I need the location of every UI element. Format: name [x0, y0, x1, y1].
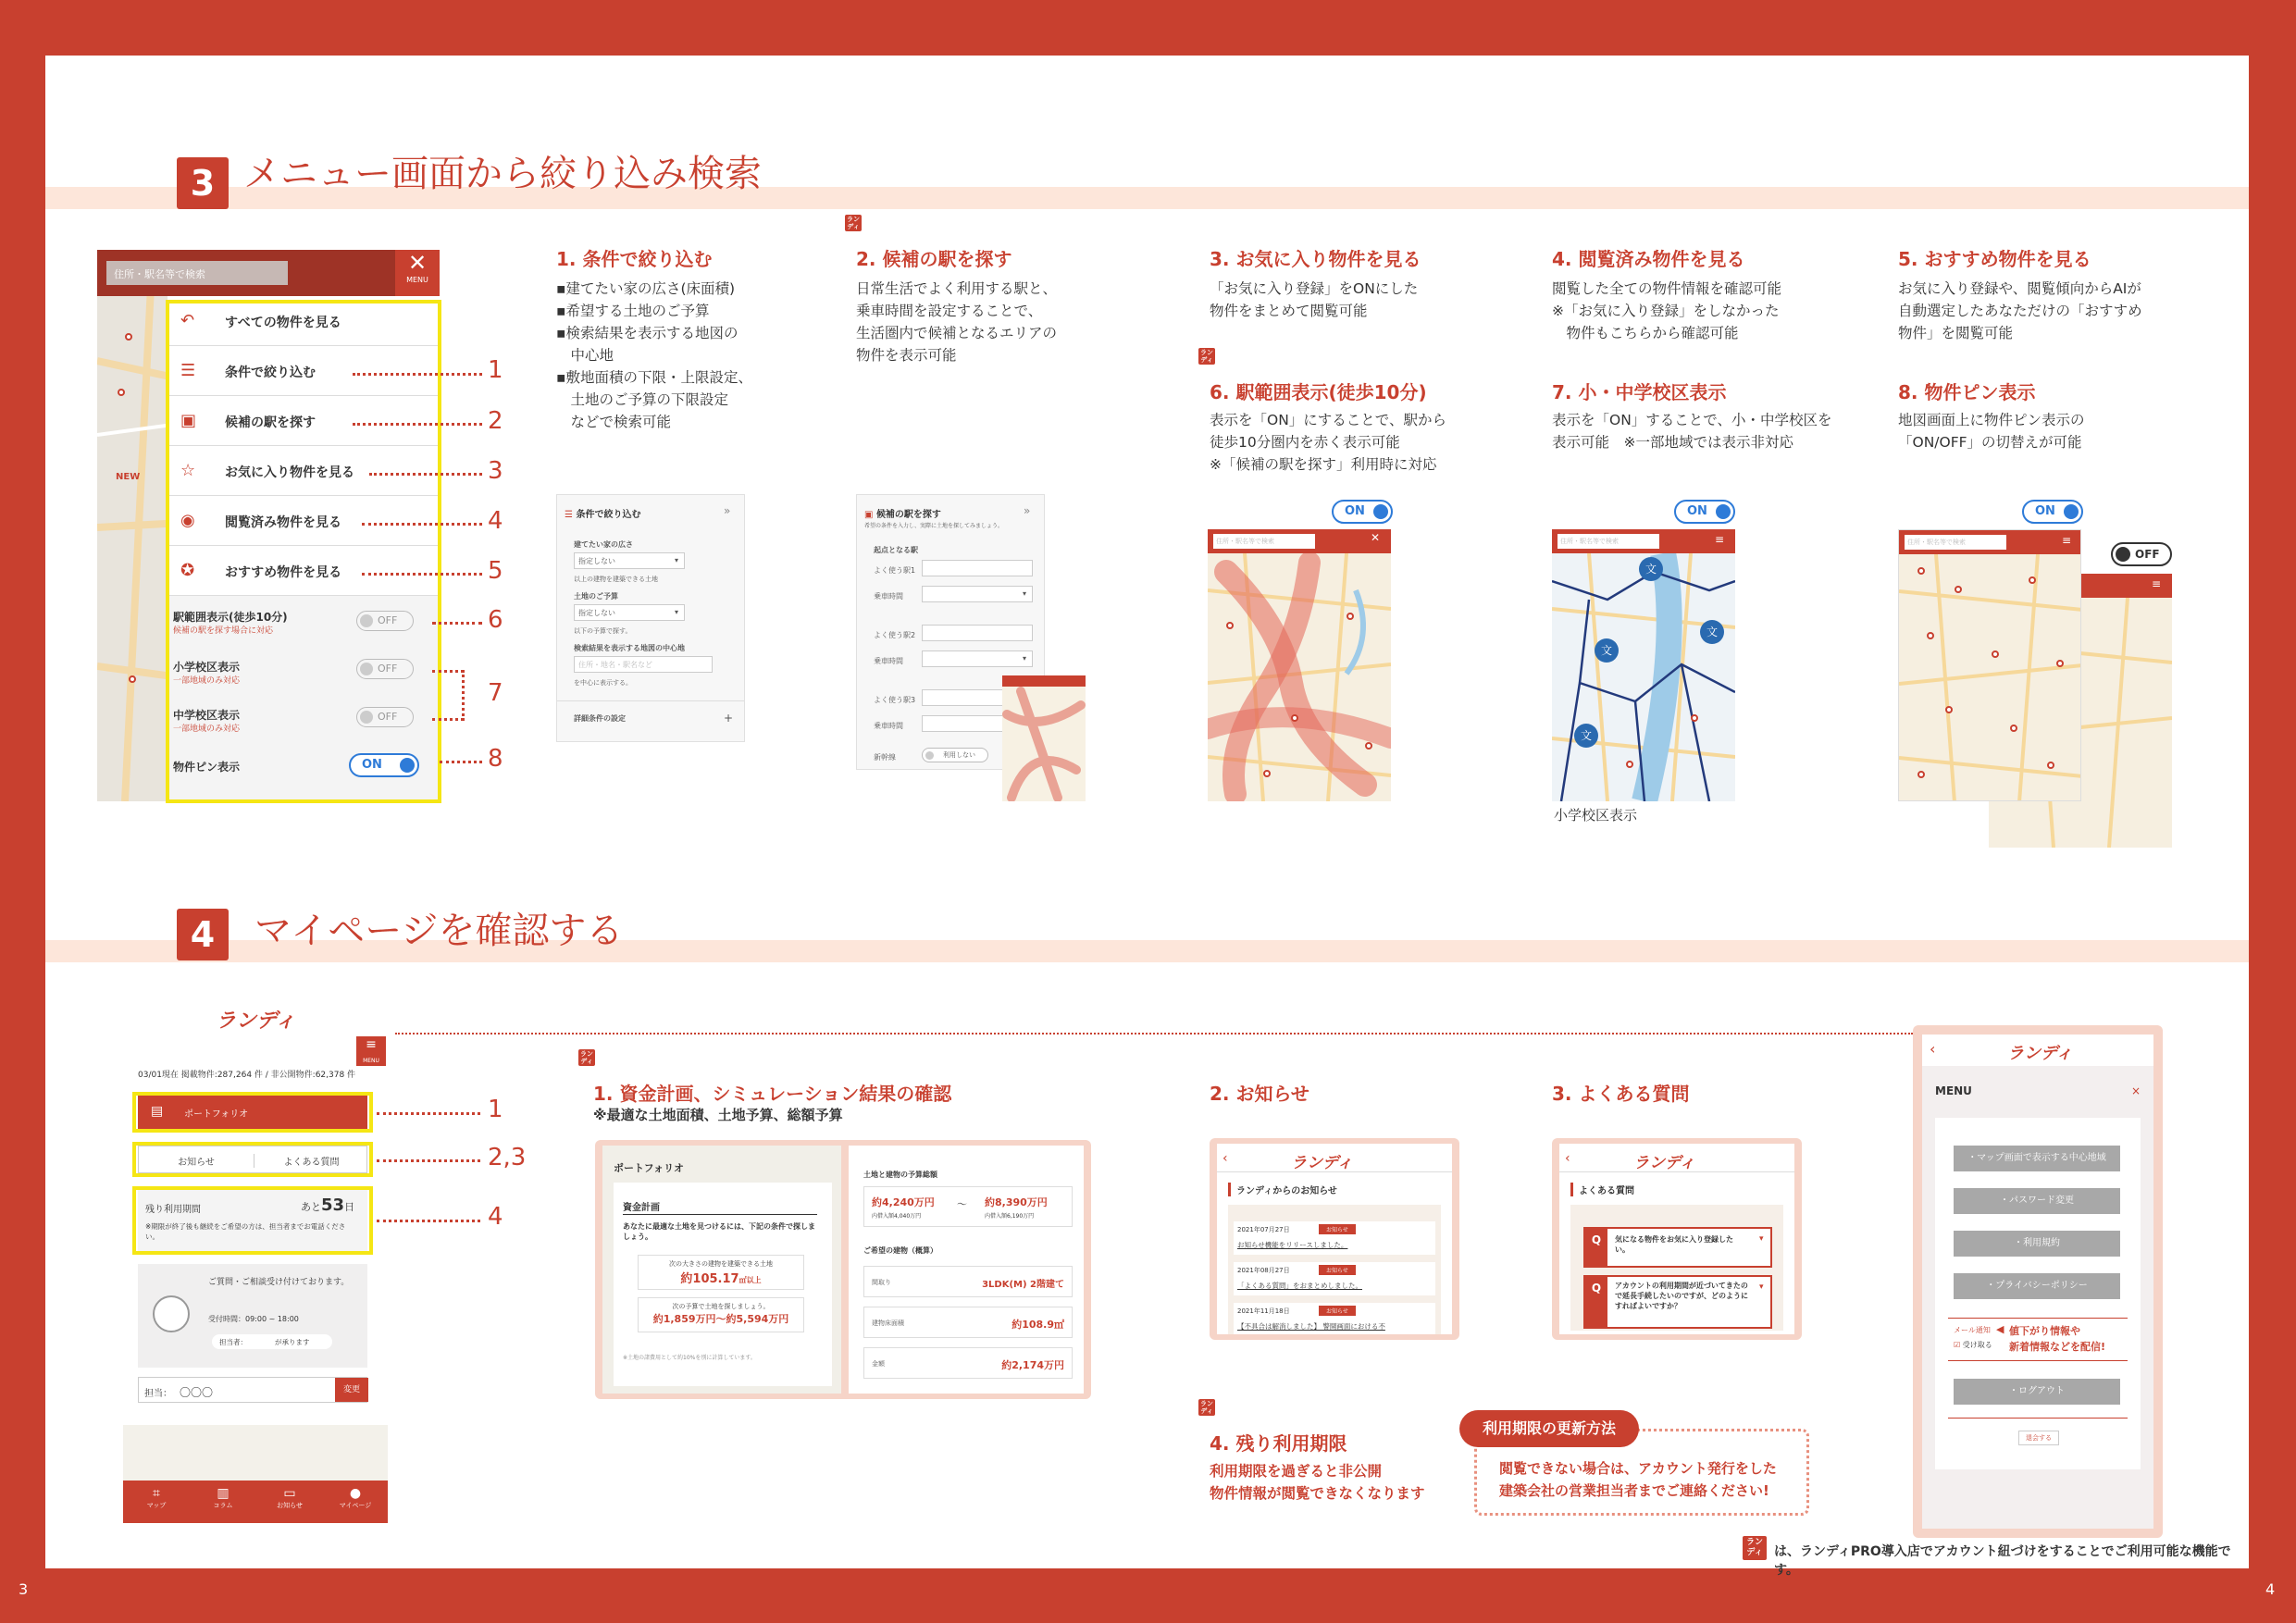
book-icon: ▥ [217, 1486, 230, 1501]
station-label: よく使う駅1 [874, 566, 916, 575]
portfolio-right-pane [849, 1146, 1084, 1394]
map-search-input[interactable]: 住所・駅名等で検索 [1558, 534, 1659, 549]
map-search-input[interactable]: 住所・駅名等で検索 [1213, 534, 1315, 549]
elementary-school-toggle[interactable]: OFF [356, 659, 414, 679]
remain-label: 残り利用期間 [145, 1205, 201, 1215]
chevron-down-icon: ▾ [1759, 1282, 1764, 1292]
hamburger-icon[interactable]: ≡ [1715, 533, 1725, 546]
station-label: 乗車時間 [874, 722, 903, 730]
portfolio-left-pane [602, 1146, 841, 1394]
listing-stats: 03/01現在 掲載物件:287,264 件 / 非公開物件:62,378 件 [138, 1071, 356, 1080]
back-arrow-icon: ↶ [180, 311, 195, 330]
callout-number: 5 [488, 557, 503, 585]
randy-badge-icon: ラン ディ [580, 1050, 593, 1065]
junior-high-label: 中学校区表示 [173, 709, 241, 722]
feature-title: 6. 駅範囲表示(徒歩10分) [1210, 381, 1427, 403]
station-range-note: 候補の駅を探す場合に対応 [173, 626, 274, 636]
contact-hours: 受付時間：09:00 ~ 18:00 [208, 1315, 299, 1323]
menu-privacy-button[interactable]: ・プライバシーポリシー [1954, 1273, 2120, 1299]
pin-on-map [1898, 529, 2081, 801]
pin-on-toggle[interactable]: ON [2022, 500, 2083, 524]
news-list [1228, 1205, 1441, 1334]
filter-screenshot [556, 494, 745, 742]
feature-title: 8. 物件ピン表示 [1898, 381, 2036, 403]
section-title: メニュー画面から絞り込み検索 [243, 153, 762, 195]
randy-logo: ランディ [216, 1010, 296, 1033]
feature-desc: 地図画面上に物件ピン表示の 「ON/OFF」の切替えが可能 [1898, 412, 2085, 451]
faq-screen [1559, 1144, 1794, 1334]
randy-badge-icon: ラン ディ [1743, 1536, 1767, 1560]
tab-column[interactable]: ▥ コラム [190, 1486, 256, 1510]
feature-title: 1. 資金計画、シミュレーション結果の確認 [593, 1083, 952, 1105]
chevron-down-icon: ▾ [1759, 1234, 1764, 1244]
section-number: 4 [177, 909, 229, 960]
station-label: 新幹線 [874, 753, 896, 762]
hamburger-menu-button[interactable]: ≡ MENU [356, 1036, 386, 1066]
station-range-toggle[interactable]: OFF [356, 611, 414, 631]
page-number-left: 3 [19, 1580, 29, 1598]
callout-number: 1 [488, 1096, 503, 1123]
callout-number: 2 [488, 407, 503, 435]
star-icon: ☆ [180, 461, 196, 480]
wish-row: 間取り 3LDK(M) 2階建て [863, 1266, 1073, 1297]
filter-note: を中心に表示する。 [574, 679, 632, 687]
map-header [1552, 529, 1735, 553]
tab-news[interactable]: ▭ お知らせ [256, 1486, 323, 1510]
news-screen [1217, 1144, 1452, 1334]
total-box: 約4,240万円 内借入額4,040万円 ～ 約8,390万円 内借入額6,190万円 [863, 1186, 1073, 1227]
budget-box: 次の予算で土地を探しましょう。 約1,859万円～約5,594万円 [638, 1297, 804, 1332]
withdraw-button[interactable]: 退会する [2018, 1431, 2059, 1445]
feature-desc: 表示を「ON」することで、小・中学校区を 表示可能 ※一部地域では表示非対応 [1552, 412, 1832, 451]
station-title: ▣ 候補の駅を探す [864, 510, 941, 520]
staff-avatar-icon [153, 1295, 190, 1332]
menu-item-favorite[interactable]: ☆ お気に入り物件を見る [168, 446, 440, 496]
remain-days: あと53日 [301, 1196, 355, 1215]
callout-line [353, 373, 482, 376]
menu-terms-button[interactable]: ・利用規約 [1954, 1231, 2120, 1257]
callout-number: 1 [488, 356, 503, 384]
detail-settings-link[interactable]: 詳細条件の設定 [574, 714, 626, 723]
time2-select[interactable]: ▾ [922, 650, 1033, 667]
menu-screenshot [1913, 1025, 2163, 1538]
document-icon: ▤ [151, 1104, 164, 1119]
notify-checkbox[interactable]: ☑ 受け取る [1954, 1341, 1992, 1349]
menu-screen: ‹ ランディ MENU × ・マップ画面で表示する中心地域 ・パスワード変更 ・利用規約 ・プライバシーポリシー メール通知 ☑ 受け取る ◀ 値下がり情報や 新着情報などを配信! ・ログアウト 退会する [1922, 1035, 2153, 1529]
junior-high-note: 一部地域のみ対応 [173, 725, 241, 734]
news-button[interactable]: お知らせ [178, 1158, 215, 1168]
center-input[interactable]: 住所・地名・駅名など [574, 656, 713, 673]
pin-display-label: 物件ピン表示 [173, 761, 241, 774]
callout-number: 2,3 [488, 1144, 527, 1171]
callout-line [432, 718, 464, 721]
elementary-school-label: 小学校区表示 [173, 661, 241, 674]
staff-input-row [138, 1377, 367, 1403]
news-heading: ランディからのお知らせ [1228, 1183, 1337, 1196]
change-staff-button[interactable]: 変更 [335, 1378, 368, 1402]
station-label: よく使う駅2 [874, 631, 916, 639]
callout-number: 6 [488, 606, 503, 634]
menu-item-viewed[interactable]: ◉ 閲覧済み物件を見る [168, 496, 440, 546]
school-district-on-toggle[interactable]: ON [1674, 500, 1735, 524]
renew-title: 利用期限の更新方法 [1459, 1410, 1639, 1447]
filter-title: ☰ 条件で絞り込む [565, 510, 641, 520]
school-district-map [1552, 529, 1735, 801]
portfolio-title: ポートフォリオ [614, 1162, 685, 1174]
feature-title: 2. 候補の駅を探す [856, 248, 1012, 270]
menu-map-center-button[interactable]: ・マップ画面で表示する中心地域 [1954, 1146, 2120, 1171]
size-select[interactable]: 指定しない ▾ [574, 552, 685, 569]
faq-item[interactable]: Q アカウントの利用期間が近づいてきたので延長手続したいのですが、どのようにすればよいですか？ ▾ [1583, 1275, 1772, 1329]
area-box: 次の大きさの建物を建築できる土地 約105.17㎡以上 [638, 1255, 804, 1290]
feature-title: 7. 小・中学校区表示 [1552, 381, 1727, 403]
budget-select[interactable]: 指定しない ▾ [574, 604, 685, 621]
filter-note: 以上の建物を建築できる土地 [574, 576, 658, 583]
feature-title: 3. よくある質問 [1552, 1083, 1690, 1105]
staff-line: 担当者： が承ります [212, 1334, 332, 1349]
back-icon[interactable]: ‹ [1930, 1040, 1936, 1058]
station-range-on-toggle[interactable]: ON [1332, 500, 1393, 524]
renew-desc: 閲覧できない場合は、アカウント発行をした 建築会社の営業担当者までご連絡ください! [1499, 1460, 1777, 1499]
close-icon[interactable]: × [2131, 1084, 2141, 1097]
feature-title: 3. お気に入り物件を見る [1210, 248, 1421, 270]
station-label: 起点となる駅 [874, 546, 918, 554]
page-number-right: 4 [2265, 1580, 2276, 1598]
user-icon: ● [349, 1486, 362, 1501]
station-heatmap-mini [1002, 675, 1086, 801]
menu-title: MENU [1935, 1084, 1972, 1097]
menu-close-button[interactable]: ✕ MENU [395, 250, 440, 296]
eye-icon: ◉ [180, 511, 195, 530]
feature-desc: 利用期限を過ぎると非公開 物件情報が閲覧できなくなります [1210, 1463, 1425, 1502]
close-icon: ✕ [407, 250, 428, 276]
time1-select[interactable]: ▾ [922, 586, 1033, 602]
back-icon[interactable]: ‹ [1565, 1151, 1570, 1166]
news-screenshot [1210, 1138, 1459, 1340]
filter-label: 建てたい家の広さ [574, 540, 633, 549]
plan-title: 資金計画 [623, 1203, 660, 1213]
faq-button[interactable]: よくある質問 [254, 1154, 368, 1168]
menu-item-station[interactable]: ▣ 候補の駅を探す [168, 396, 440, 446]
station-sub: 希望の条件を入力し、実際に土地を探してみましょう。 [864, 523, 1004, 529]
portfolio-screenshot [595, 1140, 1091, 1399]
faq-item[interactable]: Q 気になる物件をお気に入り登録したい。 ▾ [1583, 1227, 1772, 1268]
feature-desc: お気に入り登録や、閲覧傾向からAIが 自動選定したあなただけの「おすすめ 物件」を閲覧可能 [1898, 280, 2142, 341]
callout-number: 8 [488, 745, 503, 773]
remain-note: ※期限が終了後も継続をご希望の方は、担当者までお電話ください。 [145, 1222, 346, 1241]
station1-input[interactable] [922, 560, 1033, 576]
map-header [1899, 530, 2081, 554]
hamburger-icon[interactable]: ≡ [2062, 534, 2072, 547]
elementary-school-note: 一部地域のみ対応 [173, 676, 241, 686]
school-pin-icon: 文 [1700, 620, 1724, 644]
randy-logo: ランディ [1291, 1154, 1353, 1172]
callout-line [362, 573, 482, 576]
map-icon: ⌗ [153, 1486, 160, 1501]
chevron-right-icon: » [1024, 504, 1031, 517]
highlight-frame [132, 1142, 373, 1177]
callout-line [377, 1159, 480, 1162]
plan-desc: あなたに最適な土地を見つけるには、下記の条件で探しましょう。 [623, 1222, 815, 1241]
callout-line [377, 1220, 480, 1222]
map-search-input[interactable]: 住所・駅名等で検索 [106, 261, 288, 285]
filter-label: 検索結果を表示する地図の中心地 [574, 644, 685, 652]
staff-input-label: 担当： 〇〇〇 [144, 1386, 214, 1399]
feature-title: 2. お知らせ [1210, 1083, 1309, 1105]
callout-line [377, 1112, 480, 1115]
feature-desc: 「お気に入り登録」をONにした 物件をまとめて閲覧可能 [1210, 280, 1419, 319]
news-item[interactable]: 2021年08月27日 お知らせ 「よくある質問」をおまとめしました。 [1234, 1262, 1435, 1295]
feature-sub: ※最適な土地面積、土地予算、総額予算 [593, 1107, 843, 1123]
notify-promo: 値下がり情報や 新着情報などを配信! [2009, 1325, 2106, 1353]
feature-title: 5. おすすめ物件を見る [1898, 248, 2091, 270]
callout-line [440, 761, 482, 763]
contact-box [138, 1264, 367, 1368]
sliders-icon: ☰ [180, 361, 196, 380]
highlight-frame [132, 1092, 373, 1133]
wish-row: 建物床面積 約108.9㎡ [863, 1307, 1073, 1338]
randy-badge-icon: ラン ディ [1200, 349, 1213, 364]
station-label: 乗車時間 [874, 592, 903, 601]
highlight-frame [132, 1186, 373, 1255]
callout-line [462, 670, 465, 721]
recommend-icon: ✪ [180, 561, 195, 580]
randy-logo: ランディ [1633, 1154, 1695, 1172]
feature-desc: 日常生活でよく利用する駅と、 乗車時間を設定することで、 生活圏内で候補となるエリアの 物件を表示可能 [856, 280, 1058, 364]
menu-phone-header [97, 250, 440, 296]
notify-label: メール通知 [1954, 1326, 1991, 1334]
callout-number: 7 [488, 679, 503, 707]
callout-number: 4 [488, 1203, 503, 1231]
filter-note: 以下の予算で探す。 [574, 627, 632, 635]
menu-item-filter[interactable]: ☰ 条件で絞り込む [168, 346, 440, 396]
filter-label: 土地のご予算 [574, 592, 618, 601]
station-range-map [1208, 529, 1391, 801]
feature-desc: 表示を「ON」にすることで、駅から 徒歩10分圏内を赤く表示可能 ※「候補の駅を探す」利用時に対応 [1210, 412, 1446, 473]
wish-title: ご希望の建物（概算） [863, 1246, 937, 1255]
callout-line [432, 670, 464, 673]
callout-line [362, 523, 482, 526]
randy-logo: ランディ [2007, 1044, 2073, 1063]
station-range-label: 駅範囲表示(徒歩10分) [173, 611, 288, 624]
hamburger-icon: ≡ [366, 1037, 377, 1052]
station-label: 乗車時間 [874, 657, 903, 665]
faq-heading: よくある質問 [1570, 1183, 1634, 1196]
school-pin-icon: 文 [1574, 724, 1598, 748]
connector-line [395, 1033, 1913, 1035]
total-title: 土地と建物の予算総額 [863, 1171, 937, 1179]
station2-input[interactable] [922, 625, 1033, 641]
news-item[interactable]: 2021年07月27日 お知らせ お知らせ機能をリリースしました。 [1234, 1221, 1435, 1255]
shinkansen-toggle[interactable]: 利用しない [922, 748, 988, 762]
school-pin-icon: 文 [1639, 557, 1663, 581]
feature-title: 4. 閲覧済み物件を見る [1552, 248, 1745, 270]
hamburger-icon[interactable]: ≡ [2152, 577, 2162, 590]
menu-item-all[interactable]: ↶ すべての物件を見る [168, 296, 440, 346]
feature-list: ▪建てたい家の広さ(床面積) ▪希望する土地のご予算 ▪検索結果を表示する地図の 中心地 ▪敷地面積の下限・上限設定、 土地のご予算の下限設定 などで検索可能 [556, 280, 753, 430]
footnote: は、ランディPRO導入店でアカウント紐づけをすることでご利用可能な機能です。 [1774, 1544, 2231, 1578]
school-pin-icon: 文 [1595, 638, 1619, 663]
wish-row: 金額 約2,174万円 [863, 1347, 1073, 1379]
bottom-tab-bar [123, 1481, 388, 1523]
map-header [1208, 529, 1391, 553]
school-map-caption: 小学校区表示 [1554, 807, 1638, 824]
sliders-icon: ☰ [565, 510, 577, 520]
pin-off-toggle[interactable]: OFF [2111, 542, 2172, 566]
tab-mypage[interactable]: ● マイページ [323, 1486, 388, 1510]
portfolio-button[interactable]: ▤ ポートフォリオ [138, 1096, 367, 1129]
menu-password-button[interactable]: ・パスワード変更 [1954, 1188, 2120, 1214]
randy-badge-icon: ラン ディ [1200, 1400, 1213, 1415]
callout-number: 3 [488, 457, 503, 485]
train-icon: ▣ [180, 411, 197, 430]
back-icon[interactable]: ‹ [1222, 1151, 1228, 1166]
menu-item-recommend[interactable]: ✪ おすすめ物件を見る [168, 546, 440, 596]
plan-card [614, 1183, 832, 1386]
callout-number: 4 [488, 507, 503, 535]
section-number: 3 [177, 157, 229, 209]
train-icon: ▣ [864, 510, 876, 520]
new-badge: NEW [116, 472, 141, 482]
message-icon: ▭ [283, 1486, 296, 1501]
map-search-input[interactable]: 住所・駅名等で検索 [1905, 535, 2006, 550]
station-label: よく使う駅3 [874, 696, 916, 704]
callout-line [353, 423, 482, 426]
close-icon[interactable]: ✕ [1371, 531, 1381, 544]
logout-button[interactable]: ・ログアウト [1954, 1379, 2120, 1405]
page-sheet [45, 56, 2249, 1578]
randy-badge-icon: ラン ディ [847, 216, 860, 230]
plan-foot: ※土地の諸費用として約10%を別に計算しています。 [623, 1355, 756, 1361]
faq-screenshot [1552, 1138, 1802, 1340]
news-item[interactable]: 2021年11月18日 お知らせ 【不具合は解消しました】 警開画面における不 [1234, 1303, 1435, 1334]
pin-display-toggle[interactable]: ON [349, 753, 419, 777]
callout-line [369, 473, 482, 476]
junior-high-toggle[interactable]: OFF [356, 707, 414, 727]
callout-line [432, 622, 482, 625]
feature-title: 1. 条件で絞り込む [556, 248, 713, 270]
contact-text: ご質問・ご相談受け付けております。 [208, 1278, 350, 1287]
tab-map[interactable]: ⌗ マップ [123, 1486, 190, 1510]
chevron-right-icon: » [724, 504, 731, 517]
section-title: マイページを確認する [254, 910, 624, 952]
feature-desc: 閲覧した全ての物件情報を確認可能 ※「お気に入り登録」をしなかった 物件もこちらから確認可能 [1552, 280, 1782, 341]
feature-title: 4. 残り利用期限 [1210, 1432, 1347, 1455]
plus-icon[interactable]: + [724, 712, 734, 725]
